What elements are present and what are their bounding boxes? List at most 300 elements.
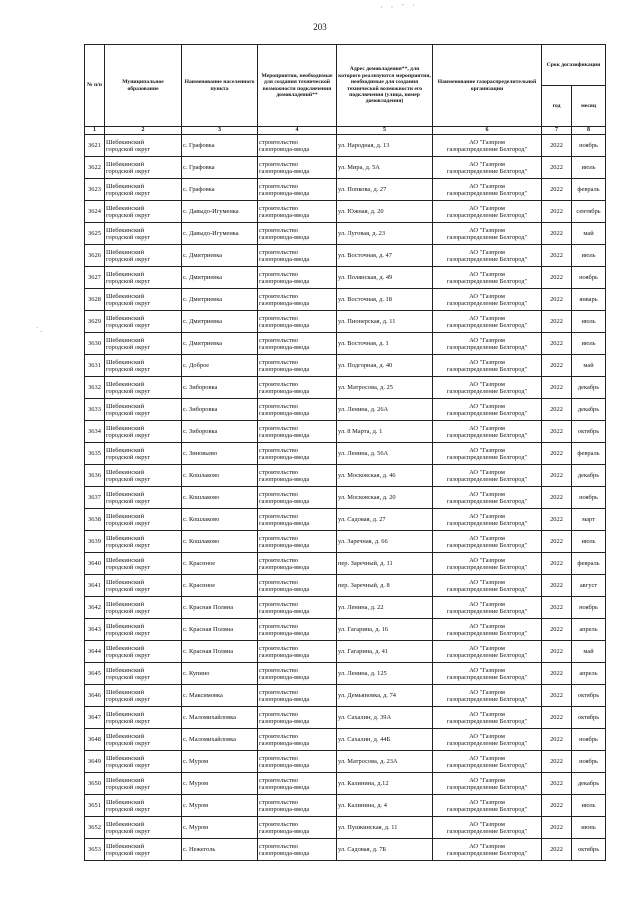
row-organization-text: АО "Газпром газораспределение Белгород" (446, 402, 528, 417)
row-organization-text: АО "Газпром газораспределение Белгород" (446, 270, 528, 285)
row-number-text: 3642 (88, 604, 101, 611)
row-month-text: май (583, 230, 594, 237)
row-organization-text: АО "Газпром газораспределение Белгород" (446, 842, 528, 857)
row-activity (258, 201, 337, 223)
row-organization-text: АО "Газпром газораспределение Белгород" (446, 292, 528, 307)
row-month (572, 531, 606, 553)
row-settlement-text: с. Краснное (183, 582, 216, 589)
row-activity (258, 553, 337, 575)
row-municipality-text: Шебекинский городской округ (106, 270, 151, 285)
row-number-text: 3643 (88, 626, 101, 633)
row-activity-text: строительство газопровода-ввода (259, 204, 310, 219)
row-address-text: ул. Демьяновка, д. 74 (338, 692, 396, 699)
row-month (572, 443, 606, 465)
row-activity-text: строительство газопровода-ввода (259, 182, 310, 197)
row-settlement-text: с. Зиборовка (183, 428, 218, 435)
row-settlement (182, 817, 258, 839)
row-year-text: 2022 (550, 362, 563, 369)
row-settlement (182, 245, 258, 267)
row-activity-text: строительство газопровода-ввода (259, 248, 310, 263)
row-municipality-text: Шебекинский городской округ (106, 820, 151, 835)
row-address (337, 465, 433, 487)
row-year-text: 2022 (550, 428, 563, 435)
row-activity-text: строительство газопровода-ввода (259, 402, 310, 417)
row-year (542, 817, 572, 839)
row-activity-text: строительство газопровода-ввода (259, 710, 310, 725)
row-number (85, 729, 105, 751)
row-address (337, 795, 433, 817)
row-number (85, 663, 105, 685)
row-month (572, 509, 606, 531)
row-address-text: ул. Восточная, д. 1 (338, 340, 389, 347)
row-municipality-text: Шебекинский городской округ (106, 798, 151, 813)
row-settlement (182, 751, 258, 773)
row-address (337, 377, 433, 399)
row-year-text: 2022 (550, 802, 563, 809)
table-row (85, 531, 606, 553)
row-year (542, 509, 572, 531)
row-address-text: ул. Заречная, д. 66 (338, 538, 388, 545)
row-activity (258, 179, 337, 201)
row-settlement-text: с. Дмитриевка (183, 318, 223, 325)
row-activity-text: строительство газопровода-ввода (259, 314, 310, 329)
row-year (542, 663, 572, 685)
row-activity-text: строительство газопровода-ввода (259, 644, 310, 659)
row-municipality-text: Шебекинский городской округ (106, 600, 151, 615)
row-municipality (105, 487, 182, 509)
table-row (85, 751, 606, 773)
row-month-text: февраль (577, 186, 600, 193)
row-number-text: 3626 (88, 252, 101, 259)
row-activity (258, 333, 337, 355)
row-address (337, 399, 433, 421)
row-settlement (182, 157, 258, 179)
row-municipality-text: Шебекинский городской округ (106, 578, 151, 593)
row-settlement-text: с. Муром (183, 802, 209, 809)
row-number-text: 3637 (88, 494, 101, 501)
column-number: 3 (182, 127, 258, 135)
row-year (542, 619, 572, 641)
row-municipality (105, 135, 182, 157)
row-address (337, 553, 433, 575)
row-activity (258, 663, 337, 685)
header-address: Адрес домовладения**, для которого реализуются мероприятия, необходимые для создания технической возможности его подключения (улица, номер домовладения) (337, 45, 433, 127)
row-address-text: ул. Восточная, д. 18 (338, 296, 392, 303)
row-year (542, 223, 572, 245)
row-month (572, 135, 606, 157)
row-municipality-text: Шебекинский городской округ (106, 490, 151, 505)
row-address-text: ул. Садовая, д. 7Б (338, 846, 387, 853)
row-settlement (182, 135, 258, 157)
table-row (85, 465, 606, 487)
row-municipality (105, 179, 182, 201)
row-municipality-text: Шебекинский городской округ (106, 182, 151, 197)
row-municipality (105, 531, 182, 553)
row-month (572, 751, 606, 773)
row-address (337, 773, 433, 795)
row-address-text: ул. Московская, д. 20 (338, 494, 396, 501)
row-settlement (182, 399, 258, 421)
row-address-text: ул. Попкова, д. 27 (338, 186, 387, 193)
row-month (572, 421, 606, 443)
table-body (85, 135, 606, 861)
row-organization-text: АО "Газпром газораспределение Белгород" (446, 314, 528, 329)
table-row (85, 707, 606, 729)
row-year (542, 531, 572, 553)
header-organization: Наименование газораспределительной организации (433, 45, 542, 127)
row-year (542, 597, 572, 619)
row-organization (433, 157, 542, 179)
row-municipality (105, 817, 182, 839)
row-settlement-text: с. Зиборовка (183, 384, 218, 391)
row-organization (433, 311, 542, 333)
row-month-text: август (579, 582, 598, 589)
column-number: 6 (433, 127, 542, 135)
row-address-text: ул. Матросова, д. 25 (338, 384, 393, 391)
row-year-text: 2022 (550, 296, 563, 303)
row-number-text: 3639 (88, 538, 101, 545)
row-settlement (182, 333, 258, 355)
row-organization-text: АО "Газпром газораспределение Белгород" (446, 358, 528, 373)
row-number (85, 487, 105, 509)
row-settlement (182, 773, 258, 795)
row-month (572, 377, 606, 399)
row-organization-text: АО "Газпром газораспределение Белгород" (446, 446, 528, 461)
row-month-text: июль (581, 252, 596, 259)
row-address-text: ул. Московская, д. 46 (338, 472, 396, 479)
row-number-text: 3636 (88, 472, 101, 479)
row-municipality-text: Шебекинский городской округ (106, 644, 151, 659)
row-address-text: ул. Калинина, д. 4 (338, 802, 387, 809)
row-year-text: 2022 (550, 340, 563, 347)
row-month-text: апрель (579, 626, 598, 633)
row-address (337, 707, 433, 729)
row-municipality-text: Шебекинский городской округ (106, 776, 151, 791)
row-month (572, 223, 606, 245)
row-settlement (182, 267, 258, 289)
row-year-text: 2022 (550, 692, 563, 699)
row-address-text: ул. Калинина, д.12 (338, 780, 389, 787)
row-activity (258, 465, 337, 487)
row-municipality-text: Шебекинский городской округ (106, 358, 151, 373)
table-row (85, 597, 606, 619)
table-row (85, 509, 606, 531)
row-organization (433, 487, 542, 509)
row-number-text: 3633 (88, 406, 101, 413)
row-organization (433, 509, 542, 531)
row-municipality (105, 333, 182, 355)
row-activity-text: строительство газопровода-ввода (259, 732, 310, 747)
row-number-text: 3624 (88, 208, 101, 215)
row-number (85, 245, 105, 267)
row-number-text: 3638 (88, 516, 101, 523)
row-year-text: 2022 (550, 450, 563, 457)
row-municipality-text: Шебекинский городской округ (106, 380, 151, 395)
row-activity-text: строительство газопровода-ввода (259, 578, 310, 593)
row-year-text: 2022 (550, 142, 563, 149)
row-activity (258, 817, 337, 839)
row-settlement (182, 311, 258, 333)
header-month: месяц (572, 86, 606, 127)
row-settlement (182, 377, 258, 399)
row-address (337, 729, 433, 751)
row-municipality (105, 619, 182, 641)
column-number: 4 (258, 127, 337, 135)
row-organization-text: АО "Газпром газораспределение Белгород" (446, 688, 528, 703)
row-number (85, 267, 105, 289)
row-address (337, 641, 433, 663)
row-activity-text: строительство газопровода-ввода (259, 468, 310, 483)
row-number-text: 3652 (88, 824, 101, 831)
row-settlement (182, 641, 258, 663)
row-municipality-text: Шебекинский городской округ (106, 732, 151, 747)
row-settlement-text: с. Дмитриевка (183, 340, 223, 347)
row-number-text: 3625 (88, 230, 101, 237)
row-year-text: 2022 (550, 846, 563, 853)
row-address-text: ул. Южная, д. 20 (338, 208, 384, 215)
row-settlement (182, 707, 258, 729)
row-address-text: ул. Ленина, д. 125 (338, 670, 387, 677)
row-month-text: октябрь (577, 714, 600, 721)
row-month (572, 839, 606, 861)
row-address (337, 289, 433, 311)
row-organization (433, 795, 542, 817)
row-year-text: 2022 (550, 472, 563, 479)
row-address-text: ул. Полянская, д. 49 (338, 274, 393, 281)
row-activity (258, 839, 337, 861)
row-month (572, 487, 606, 509)
table-row (85, 289, 606, 311)
row-municipality (105, 839, 182, 861)
table-row (85, 399, 606, 421)
row-activity (258, 377, 337, 399)
header-deadline: Срок догазификации (542, 45, 606, 86)
row-year-text: 2022 (550, 230, 563, 237)
row-number-text: 3623 (88, 186, 101, 193)
row-organization (433, 223, 542, 245)
row-address (337, 311, 433, 333)
table-row (85, 817, 606, 839)
row-number (85, 685, 105, 707)
row-number (85, 179, 105, 201)
table-row (85, 619, 606, 641)
row-settlement-text: с. Красная Поляна (183, 626, 234, 633)
row-number (85, 707, 105, 729)
row-settlement-text: с. Максимовка (183, 692, 223, 699)
row-year-text: 2022 (550, 208, 563, 215)
row-month-text: октябрь (577, 692, 600, 699)
row-address-text: ул. Гагарина, д. 16 (338, 626, 389, 633)
row-address (337, 839, 433, 861)
row-municipality-text: Шебекинский городской округ (106, 160, 151, 175)
row-organization (433, 245, 542, 267)
row-activity-text: строительство газопровода-ввода (259, 292, 310, 307)
table-row (85, 685, 606, 707)
row-year-text: 2022 (550, 626, 563, 633)
row-settlement (182, 663, 258, 685)
row-activity (258, 795, 337, 817)
row-settlement-text: с. Зиборовка (183, 406, 218, 413)
row-municipality-text: Шебекинский городской округ (106, 556, 151, 571)
row-activity-text: строительство газопровода-ввода (259, 490, 310, 505)
row-address-text: ул. Ленина, д. 56А (338, 450, 389, 457)
row-address-text: ул. Пушкинская, д. 11 (338, 824, 398, 831)
row-number-text: 3630 (88, 340, 101, 347)
row-municipality (105, 751, 182, 773)
row-month-text: декабрь (577, 406, 600, 413)
row-settlement-text: с. Графовка (183, 142, 215, 149)
row-municipality (105, 311, 182, 333)
row-address (337, 531, 433, 553)
row-month (572, 641, 606, 663)
row-municipality-text: Шебекинский городской округ (106, 688, 151, 703)
row-settlement-text: с. Графовка (183, 186, 215, 193)
row-municipality (105, 157, 182, 179)
row-municipality (105, 575, 182, 597)
row-settlement-text: с. Нежеголь (183, 846, 216, 853)
row-year-text: 2022 (550, 582, 563, 589)
row-municipality (105, 355, 182, 377)
row-organization-text: АО "Газпром газораспределение Белгород" (446, 512, 528, 527)
row-municipality-text: Шебекинский городской округ (106, 402, 151, 417)
row-organization (433, 179, 542, 201)
row-activity (258, 531, 337, 553)
row-year (542, 575, 572, 597)
row-municipality (105, 641, 182, 663)
row-municipality-text: Шебекинский городской округ (106, 710, 151, 725)
row-address-text: ул. Ленина, д. 26А (338, 406, 389, 413)
row-year (542, 553, 572, 575)
row-number-text: 3653 (88, 846, 101, 853)
row-number (85, 443, 105, 465)
table-row (85, 575, 606, 597)
table-row (85, 135, 606, 157)
row-year-text: 2022 (550, 780, 563, 787)
row-year-text: 2022 (550, 318, 563, 325)
row-address (337, 509, 433, 531)
row-activity (258, 487, 337, 509)
row-number-text: 3641 (88, 582, 101, 589)
row-settlement (182, 597, 258, 619)
row-organization (433, 399, 542, 421)
row-settlement (182, 201, 258, 223)
row-year-text: 2022 (550, 164, 563, 171)
row-number-text: 3632 (88, 384, 101, 391)
row-activity (258, 575, 337, 597)
row-year-text: 2022 (550, 186, 563, 193)
row-month (572, 773, 606, 795)
row-number (85, 201, 105, 223)
row-municipality (105, 443, 182, 465)
row-settlement (182, 509, 258, 531)
row-settlement-text: с. Красная Поляна (183, 648, 234, 655)
row-year (542, 333, 572, 355)
row-address-text: пер. Заречный, д. 8 (338, 582, 390, 589)
row-month (572, 399, 606, 421)
table-row (85, 355, 606, 377)
table-row (85, 267, 606, 289)
row-year (542, 399, 572, 421)
row-number (85, 465, 105, 487)
row-activity-text: строительство газопровода-ввода (259, 138, 310, 153)
page-number: 203 (313, 22, 327, 32)
row-year (542, 729, 572, 751)
row-municipality (105, 399, 182, 421)
row-activity (258, 707, 337, 729)
row-month-text: март (582, 516, 595, 523)
row-address (337, 201, 433, 223)
row-year (542, 839, 572, 861)
row-organization-text: АО "Газпром газораспределение Белгород" (446, 160, 528, 175)
row-address (337, 685, 433, 707)
row-activity-text: строительство газопровода-ввода (259, 842, 310, 857)
row-year (542, 179, 572, 201)
scan-mark: ˙ . (36, 326, 42, 334)
row-month-text: январь (579, 296, 598, 303)
row-number (85, 399, 105, 421)
row-activity-text: строительство газопровода-ввода (259, 798, 310, 813)
row-month-text: июль (581, 164, 596, 171)
row-activity-text: строительство газопровода-ввода (259, 380, 310, 395)
row-activity (258, 355, 337, 377)
row-municipality (105, 377, 182, 399)
row-address-text: пер. Заречный, д. 11 (338, 560, 393, 567)
row-address (337, 333, 433, 355)
row-number (85, 817, 105, 839)
row-organization (433, 333, 542, 355)
table-row (85, 201, 606, 223)
row-number-text: 3644 (88, 648, 101, 655)
table-row (85, 773, 606, 795)
table-row (85, 729, 606, 751)
row-organization (433, 443, 542, 465)
row-address-text: ул. Гагарина, д. 41 (338, 648, 389, 655)
row-settlement (182, 839, 258, 861)
row-year (542, 157, 572, 179)
row-year (542, 795, 572, 817)
row-organization-text: АО "Газпром газораспределение Белгород" (446, 776, 528, 791)
table-row (85, 333, 606, 355)
row-settlement-text: с. Кошлаково (183, 494, 220, 501)
row-organization (433, 465, 542, 487)
row-organization (433, 773, 542, 795)
row-settlement-text: с. Доброе (183, 362, 210, 369)
column-number: 1 (85, 127, 105, 135)
row-month (572, 729, 606, 751)
row-municipality-text: Шебекинский городской округ (106, 468, 151, 483)
row-number-text: 3647 (88, 714, 101, 721)
row-month (572, 663, 606, 685)
row-settlement (182, 289, 258, 311)
row-number (85, 135, 105, 157)
row-settlement-text: с. Давыдо-Игуменка (183, 230, 239, 237)
row-municipality-text: Шебекинский городской округ (106, 512, 151, 527)
row-municipality-text: Шебекинский городской округ (106, 666, 151, 681)
row-activity (258, 311, 337, 333)
row-activity-text: строительство газопровода-ввода (259, 512, 310, 527)
row-address-text: ул. Подгорная, д. 40 (338, 362, 393, 369)
scan-specks: · · ´ ˙ (380, 3, 418, 12)
row-organization-text: АО "Газпром газораспределение Белгород" (446, 226, 528, 241)
row-organization-text: АО "Газпром газораспределение Белгород" (446, 468, 528, 483)
row-settlement (182, 619, 258, 641)
row-municipality-text: Шебекинский городской округ (106, 204, 151, 219)
row-organization-text: АО "Газпром газораспределение Белгород" (446, 534, 528, 549)
row-organization (433, 421, 542, 443)
row-month (572, 465, 606, 487)
row-municipality-text: Шебекинский городской округ (106, 754, 151, 769)
row-settlement-text: с. Краснное (183, 560, 216, 567)
